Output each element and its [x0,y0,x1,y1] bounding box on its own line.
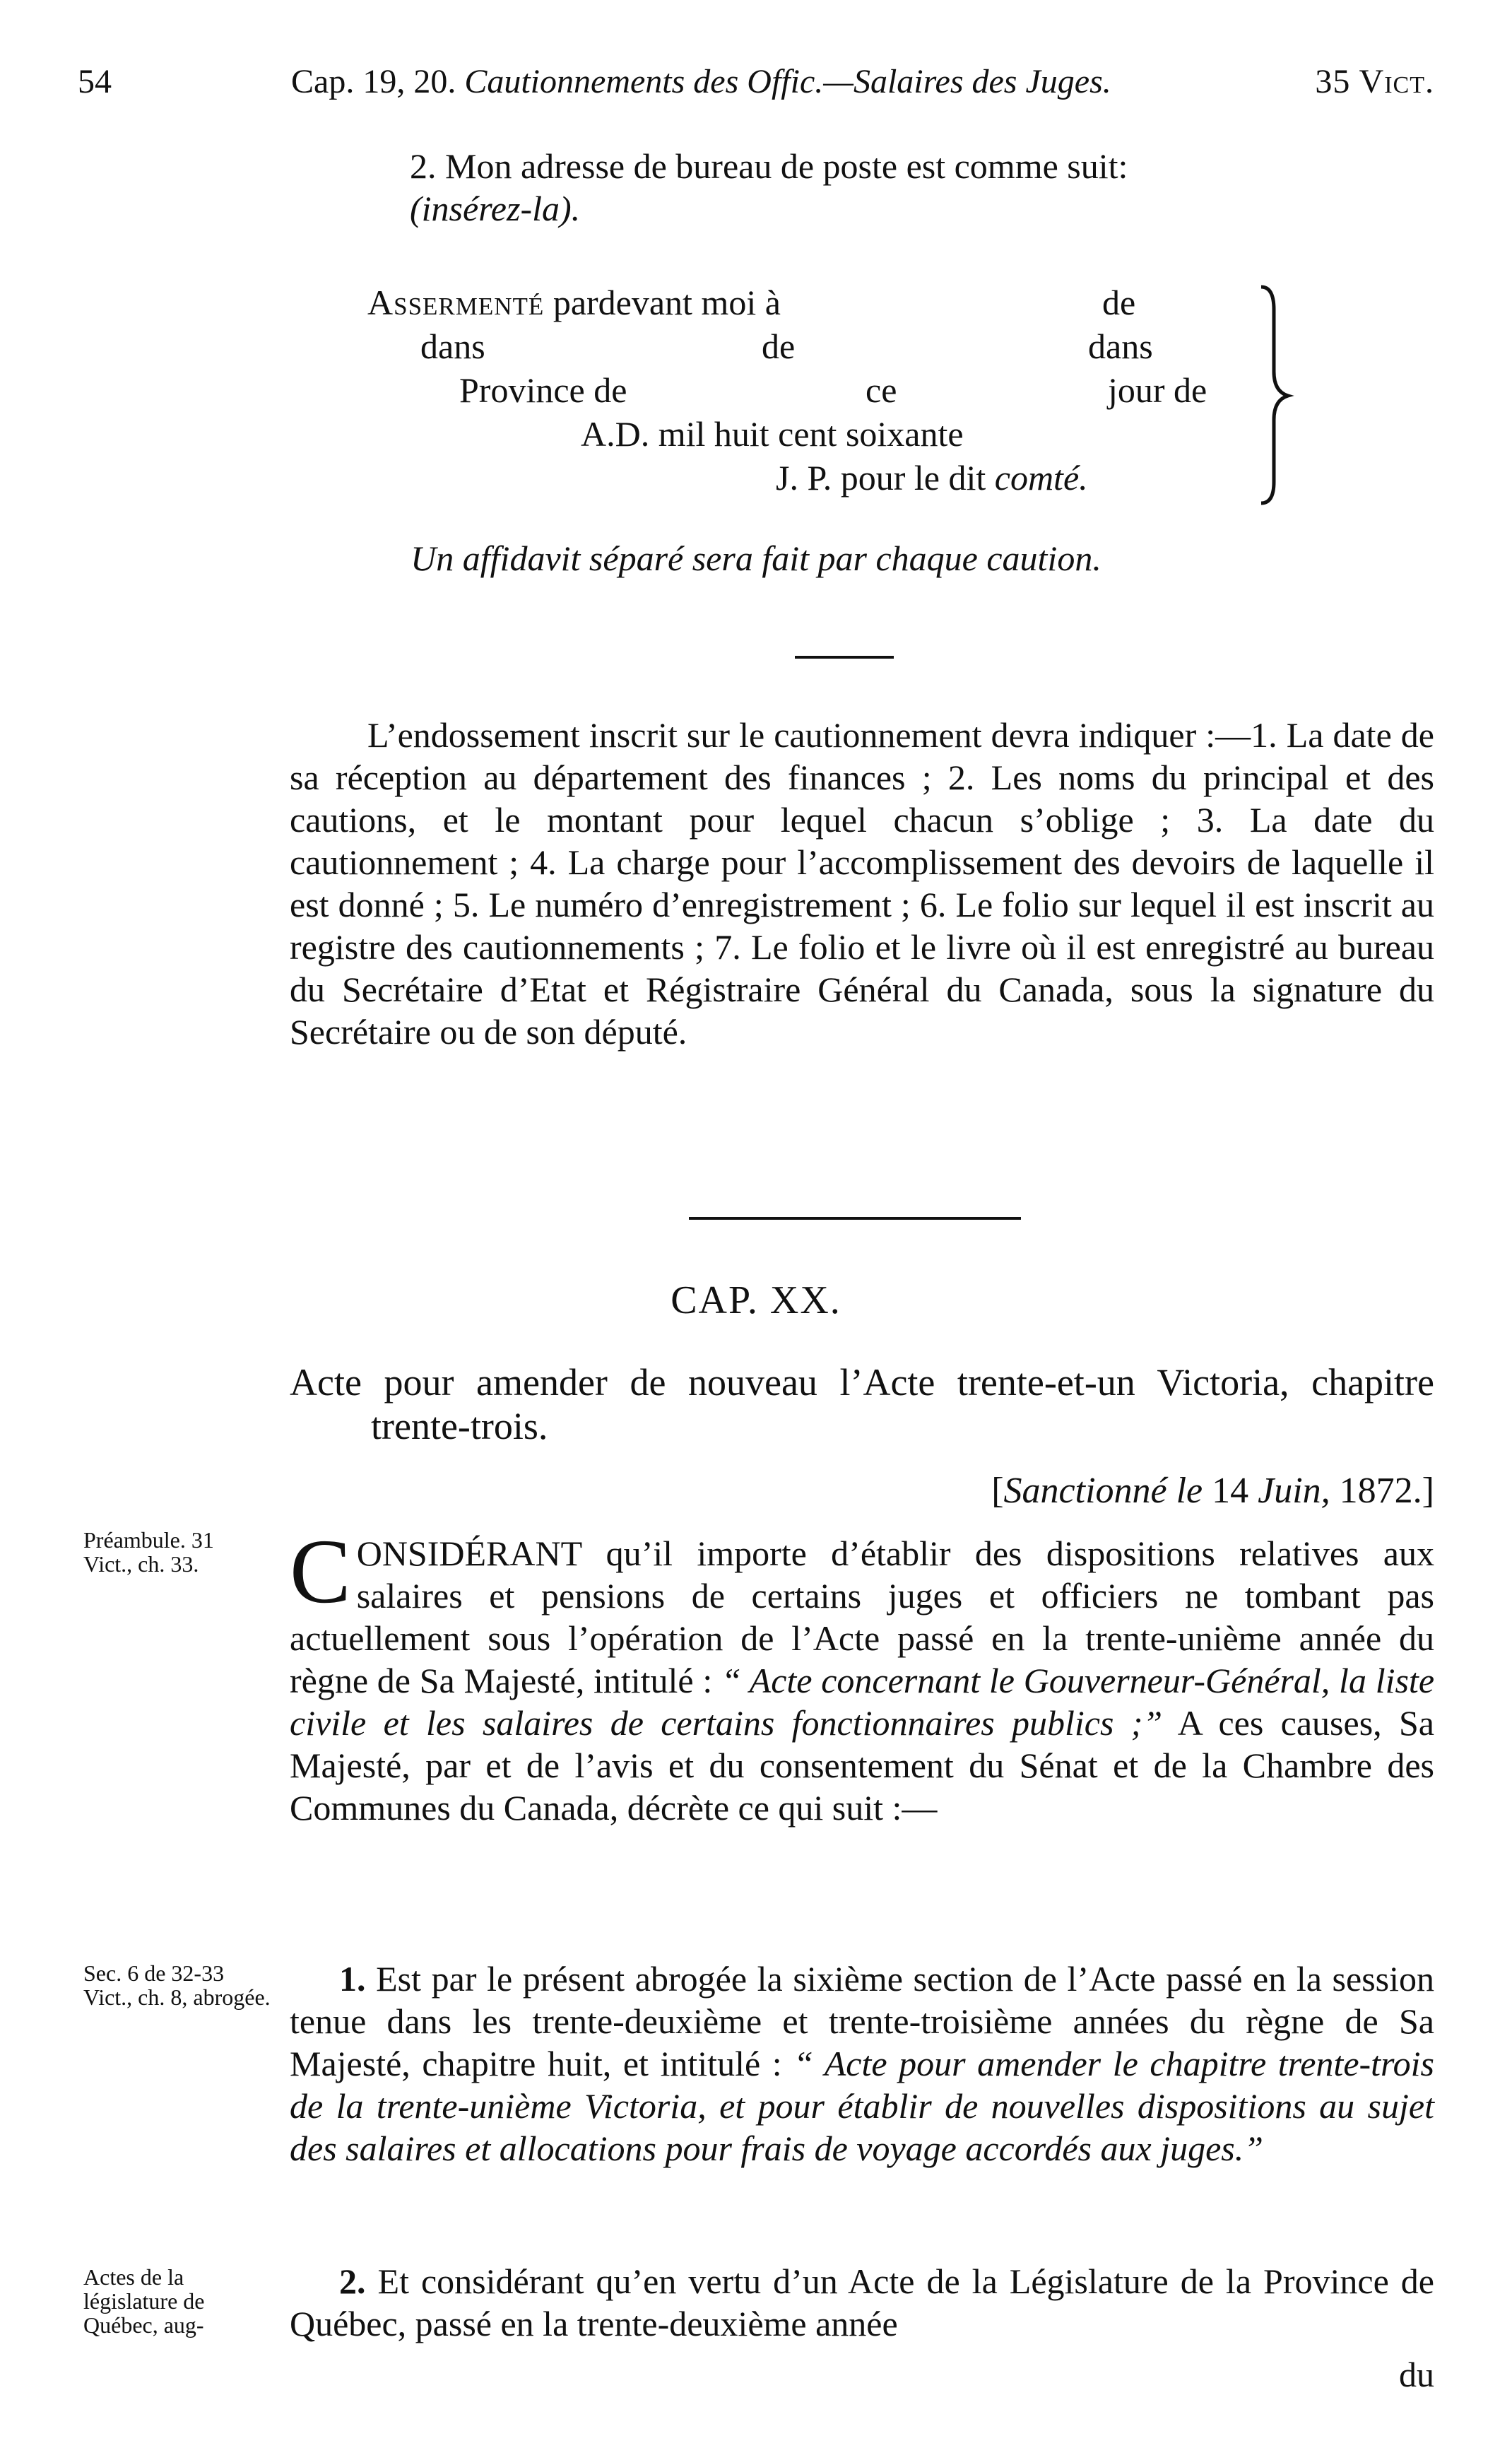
section2-margin-note: Actes de la législature de Québec, aug- [83,2264,205,2338]
sworn-line3-part-b: ce [866,370,897,410]
running-title: Cautionnements des Offic.—Salaires des Juges. [464,63,1111,100]
page-number: 54 [78,63,112,100]
preamble-margin-note: Préambule. 31 Vict., ch. 33. [83,1527,214,1577]
sworn-block [0,281,1512,507]
section2-text: Et considérant qu’en vertu d’un Acte de la Législature de la Province de Québec, passé en la trente-deuxième année [290,2261,1435,2343]
section1-paragraph [290,1958,1434,2170]
sanction-year: 1872.] [1339,1471,1434,1511]
sworn-line2-part-c: dans [1088,326,1153,366]
sworn-line3-part-a: Province de [459,370,627,410]
section2-paragraph [290,2260,1434,2345]
running-title-line [291,62,1111,101]
sanction-bracket: [ [991,1471,1004,1511]
short-divider [795,656,894,659]
sanction-day: 14 [1212,1471,1249,1511]
item2-line1: 2. Mon adresse de bureau de poste est comme suit: [410,146,1128,186]
sworn-line-5 [776,457,1088,499]
section2-number: 2. [339,2261,366,2301]
sanction-line [991,1470,1434,1512]
long-divider [689,1217,1021,1220]
sworn-line1-part-a: pardevant moi à [553,283,781,322]
section1-text: Est par le présent abrogée la sixième section de l’Acte passé en la session tenue dans les trente-deuxième et trente-troisième années du règne de Sa Majesté, chapitre huit, et intitulé : [290,1959,1435,2083]
sworn-line-4: A.D. mil huit cent soixante [581,414,964,454]
preamble-quoted-act: “ Acte concernant le Gouverneur-Général, la liste civile et les salaires de certains fonctionnaires publics ;” [290,1661,1435,1743]
sanction-label: Sanctionné le [1003,1471,1203,1511]
chapter-reference: Cap. 19, 20. [291,63,456,100]
sworn-line5-part-b: comté. [994,458,1088,498]
separate-affidavit-note: Un affidavit séparé sera fait par chaque caution. [411,539,1101,578]
drop-cap: C [290,1521,351,1623]
catchword: du [1399,2355,1434,2394]
sworn-line-1 [367,281,781,324]
curly-brace-icon [1254,281,1297,507]
endorsement-paragraph: L’endossement inscrit sur le cautionnement devra indiquer :—1. La date de sa réception au département des finances ; 2. Les noms du principal et des cautions, et le montant pour lequel chacun s’oblige ; 3. La date du cautionnement ; 4. La charge pour l’accomplissement des devoirs de laquelle il est donné ; 5. Le numéro d’enregistrement ; 6. Le folio sur lequel il est inscrit au registre des cautionnements ; 7. Le folio et le livre où il est enregistré au bureau du Secrétaire d’Etat et Régistraire Général du Canada, sous la signature du Secrétaire ou de son député. [290,715,1434,1052]
sworn-line2-part-a: dans [420,326,485,366]
affidavit-item-2 [410,145,1441,230]
running-header [78,49,1434,113]
sworn-line1-part-b: de [1102,283,1136,322]
section1-number: 1. [339,1959,366,1999]
section1-margin-note: Sec. 6 de 32-33 Vict., ch. 8, abrogée. [83,1960,271,2010]
section1-quoted-act: “ Acte pour amender le chapitre trente-trois de la trente-unième Victoria, et pour établir de nouvelles dispositions au sujet des salaires et allocations pour frais de voyage accordés aux juges.” [290,2044,1435,2168]
regnal-year: 35 Vict. [1315,63,1434,100]
preamble-text-end: A ces causes, Sa Majesté, par et de l’avis et du consentement du Sénat et de la Chambre des Communes du Canada, décrète ce qui suit :— [290,1703,1434,1828]
sanction-month: Juin, [1258,1471,1330,1511]
act-title: Acte pour amender de nouveau l’Acte trente-et-un Victoria, chapitre trente-trois. [290,1361,1434,1447]
item2-line2: (insérez-la). [410,189,581,228]
chapter-heading: CAP. XX. [671,1278,841,1322]
sworn-heading: Assermenté [367,283,545,322]
sworn-line2-part-b: de [762,326,796,366]
preamble-text-start: ONSIDÉRANT qu’il importe d’établir des dispositions relatives aux salaires et pensions de certains juges et officiers ne tombant pas actuellement sous l’opération de l’Acte passé en la trente-unième année du règne de Sa Majesté, intitulé : [290,1534,1434,1700]
sworn-line5-part-a: J. P. pour le dit [776,458,986,498]
sworn-line3-part-c: jour de [1108,370,1207,410]
preamble-paragraph [290,1521,1435,1829]
